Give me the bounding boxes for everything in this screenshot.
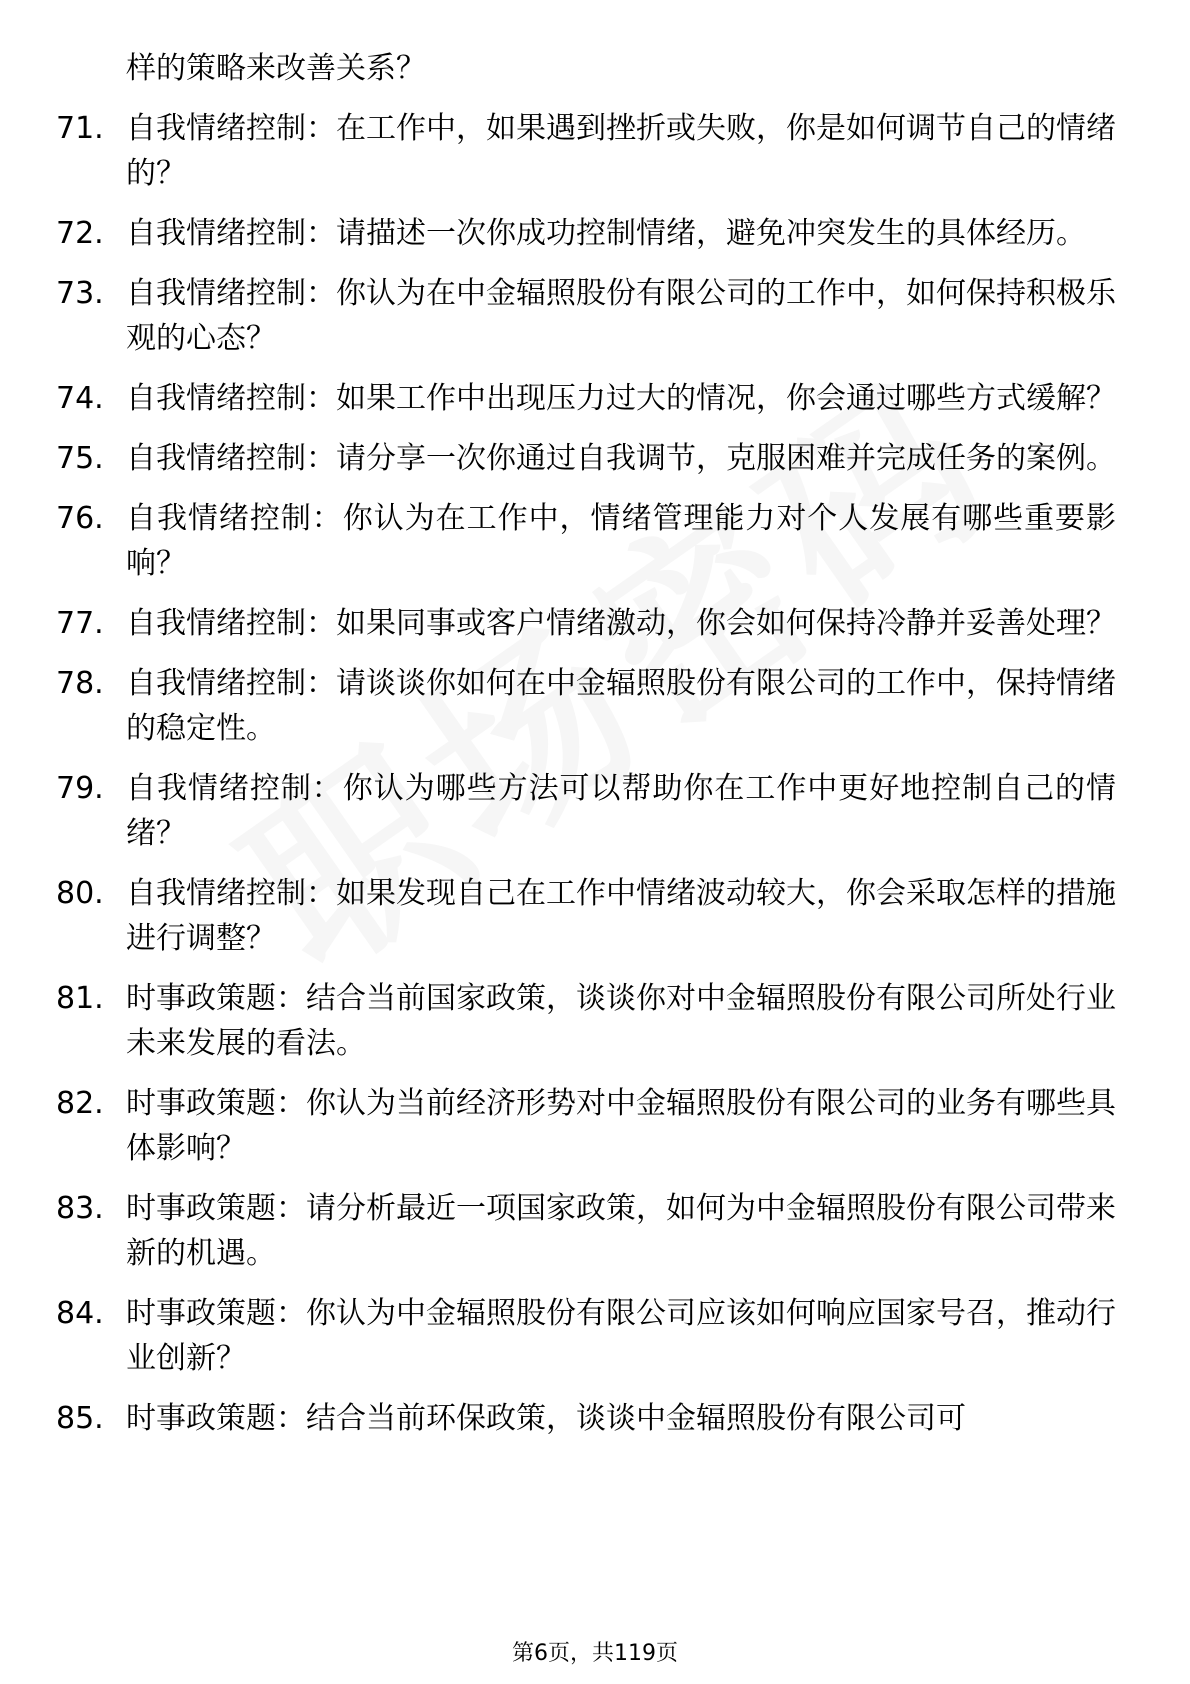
list-item: [0, 106, 1190, 196]
list-item: [0, 1186, 1190, 1276]
page-number-footer: 第6页，共119页: [512, 1641, 678, 1666]
item-text: 时事政策题：请分析最近一项国家政策，如何为中金辐照股份有限公司带来新的机遇。: [126, 1191, 1116, 1271]
list-item: [0, 661, 1190, 751]
item-text: 时事政策题：你认为中金辐照股份有限公司应该如何响应国家号召，推动行业创新？: [126, 1296, 1116, 1376]
item-text: 自我情绪控制：请描述一次你成功控制情绪，避免冲突发生的具体经历。: [126, 216, 1086, 251]
item-number: 81.: [56, 981, 104, 1016]
item-number: 77.: [56, 606, 104, 641]
item-text: 自我情绪控制：请谈谈你如何在中金辐照股份有限公司的工作中，保持情绪的稳定性。: [126, 666, 1116, 746]
item-number: 72.: [56, 216, 104, 251]
list-item: [0, 496, 1190, 586]
list-item: [0, 1291, 1190, 1381]
item-text: 时事政策题：你认为当前经济形势对中金辐照股份有限公司的业务有哪些具体影响？: [126, 1086, 1116, 1166]
item-text: 自我情绪控制：如果同事或客户情绪激动，你会如何保持冷静并妥善处理？: [126, 606, 1116, 641]
item-number: 82.: [56, 1086, 104, 1121]
item-number: 73.: [56, 276, 104, 311]
list-item: [0, 1081, 1190, 1171]
item-text: 自我情绪控制：如果发现自己在工作中情绪波动较大，你会采取怎样的措施进行调整？: [126, 876, 1116, 956]
list-item: [0, 271, 1190, 361]
list-item: [0, 211, 1190, 256]
item-number: 84.: [56, 1296, 104, 1331]
item-number: 85.: [56, 1401, 104, 1436]
item-number: 75.: [56, 441, 104, 476]
list-item: [0, 871, 1190, 961]
item-number: 83.: [56, 1191, 104, 1226]
item-text: 自我情绪控制：在工作中，如果遇到挫折或失败，你是如何调节自己的情绪的？: [126, 111, 1116, 191]
item-text: 自我情绪控制：你认为在中金辐照股份有限公司的工作中，如何保持积极乐观的心态？: [126, 276, 1116, 356]
item-number: 78.: [56, 666, 104, 701]
item-text: 自我情绪控制：请分享一次你通过自我调节，克服困难并完成任务的案例。: [126, 441, 1116, 476]
item-text: 自我情绪控制：如果工作中出现压力过大的情况，你会通过哪些方式缓解？: [126, 381, 1116, 416]
item-text: 时事政策题：结合当前国家政策，谈谈你对中金辐照股份有限公司所处行业未来发展的看法。: [126, 981, 1116, 1061]
item-number: 79.: [56, 771, 104, 806]
list-item: [0, 1396, 1190, 1441]
item-number: 74.: [56, 381, 104, 416]
continuation-text: 样的策略来改善关系？: [126, 51, 426, 86]
question-list: [0, 46, 1190, 1441]
item-number: 71.: [56, 111, 104, 146]
item-text: 自我情绪控制：你认为在工作中，情绪管理能力对个人发展有哪些重要影响？: [126, 501, 1116, 581]
list-item: [0, 376, 1190, 421]
item-number: 76.: [56, 501, 104, 536]
list-item: [0, 976, 1190, 1066]
list-item: [0, 766, 1190, 856]
item-number: 80.: [56, 876, 104, 911]
item-text: 时事政策题：结合当前环保政策，谈谈中金辐照股份有限公司可: [126, 1401, 966, 1436]
item-text: 自我情绪控制：你认为哪些方法可以帮助你在工作中更好地控制自己的情绪？: [126, 771, 1116, 851]
list-item: [0, 601, 1190, 646]
list-item: [0, 436, 1190, 481]
